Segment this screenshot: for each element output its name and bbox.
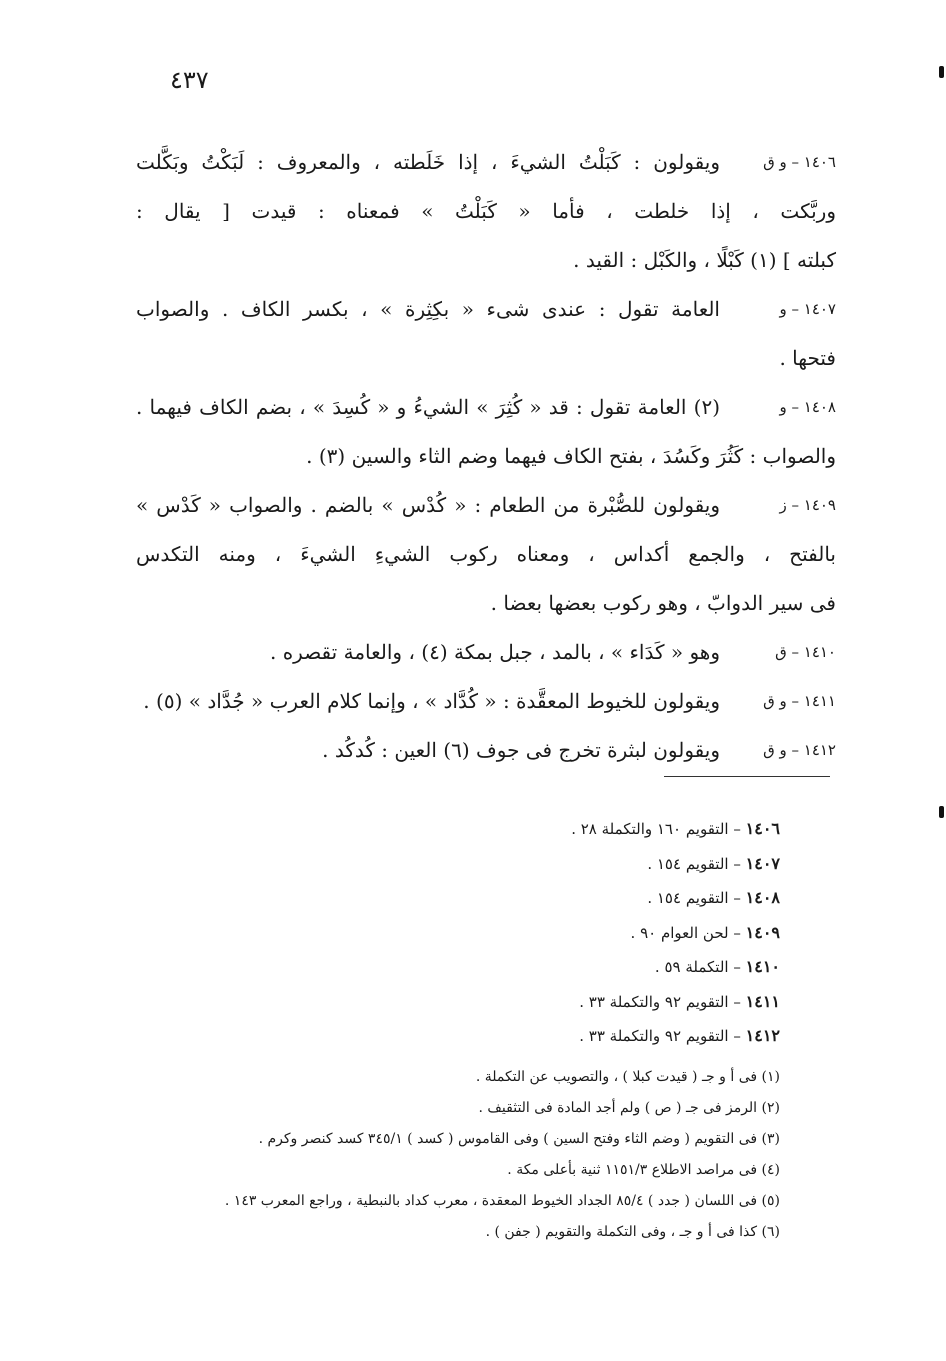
source-number: ١٤٠٦ (745, 819, 780, 838)
entry-line: والصواب : كَثُرَ وكَسُدَ ، بفتح الكاف فيهما وضم الثاء والسين (٣) . (306, 444, 836, 468)
source-item (260, 1019, 780, 1054)
entry-line: ويقولون للصُّبْرة من الطعام : « كُدْس » بالضم . والصواب « كَدْس » (136, 493, 720, 517)
entry-line: وربَّكت ، إذا خلطت ، فأما « كَبَلْتُ » فمعناه : قيدت [ يقال : (136, 199, 836, 223)
entry-number: ١٤١٠ – ق (775, 643, 836, 661)
entry-line: ويقولون للخيوط المعقَّدة : « كُدَّاد » ، وإنما كلام العرب « جُدَّاد » (٥) . (143, 689, 720, 713)
entry-number: ١٤١١ – و ق (763, 692, 836, 710)
source-text: – التقويم ٩٢ والتكملة ٣٣ . (579, 1027, 741, 1045)
source-item (260, 985, 780, 1020)
source-text: – التكملة ٥٩ . (654, 958, 741, 976)
entry-number: ١٤٠٩ – ز (779, 496, 836, 514)
source-number: ١٤٠٨ (745, 888, 780, 907)
source-item (260, 812, 780, 847)
source-number: ١٤١٢ (745, 1026, 780, 1045)
footnote: (٤) فى مراصد الاطلاع ١١٥١/٣ ثنية بأعلى مكة . (507, 1162, 780, 1178)
entry-number: ١٤٠٧ – و (779, 300, 836, 318)
entries (136, 138, 836, 775)
source-text: – لحن العوام ٩٠ . (630, 923, 741, 942)
footnote: (٦) كذا فى أ و جـ ، وفى التكملة والتقويم ( جفن ) . (485, 1224, 780, 1240)
entry (136, 383, 836, 481)
source-item (260, 950, 780, 985)
source-text: – التقويم ١٥٤ . (647, 854, 741, 873)
entry-line: كبلته ] (١) كَبْلًا ، والكَبْل : القيد . (573, 248, 836, 272)
source-text: – التقويم ٩٢ والتكملة ٣٣ . (579, 992, 741, 1011)
footnote: (٣) فى التقويم ( وضم الثاء وفتح السين ) وفى القاموس ( كسد ) ٣٤٥/١ كسد كنصر وكرم . (258, 1131, 780, 1147)
source-item (260, 847, 780, 882)
entry-line: ويقولون : كَبَلْتُ الشيءَ ، إذا خَلَطته ، والمعروف : لَبَكْتُ وبَكَّلت (136, 150, 720, 174)
entry-line: فتحها . (779, 346, 836, 370)
source-number: ١٤٠٩ (745, 922, 780, 942)
entry-number: ١٤٠٦ – و ق (763, 153, 836, 171)
margin-mark (939, 806, 944, 818)
entry (136, 677, 836, 726)
source-item (260, 916, 780, 951)
entry-line: وهو « كَدَاء » ، بالمد ، جبل بمكة (٤) ، والعامة تقصره . (269, 640, 720, 664)
source-item (260, 881, 780, 916)
entry-line: بالفتح ، والجمع أكداس ، ومعناه ركوب الشيءِ الشيءَ ، ومنه التكدس (136, 542, 836, 566)
source-text: – التقويم ١٦٠ والتكملة ٢٨ . (571, 820, 741, 838)
entry-line: ويقولون لبثرة تخرج فى جوف (٦) العين : كُدكُد . (322, 738, 720, 762)
source-number: ١٤٠٧ (745, 853, 780, 873)
entry (136, 285, 836, 383)
entry-line: العامة تقول : عندى شىء « بكِثِرة » ، بكسر الكاف . والصواب (136, 297, 720, 321)
entry (136, 726, 836, 775)
source-number: ١٤١١ (745, 991, 780, 1011)
entry (136, 481, 836, 628)
footnote: (٥) فى اللسان ( جدد ) ٨٥/٤ الجداد الخيوط المعقدة ، معرب كداد بالنبطية ، وراجع المعرب ١٤٣ . (224, 1193, 780, 1209)
entry-line: (٢) العامة تقول : قد « كُثِرَ » الشيءُ و « كُسِدَ » ، بضم الكاف فيهما . (136, 395, 720, 419)
entry (136, 138, 836, 285)
entry (136, 628, 836, 677)
footnote: (١) فى أ و جـ ( قيدت كبلا ) ، والتصويب عن التكملة . (475, 1069, 780, 1085)
sources-list (260, 812, 780, 1054)
source-text: – التقويم ١٥٤ . (647, 889, 741, 907)
page-number: ٤٣٧ (170, 66, 209, 94)
entry-number: ١٤٠٨ – و (779, 398, 836, 416)
footnote-separator (664, 776, 830, 777)
entry-line: فى سير الدوابّ ، وهو ركوب بعضها بعضا . (490, 591, 836, 615)
entry-number: ١٤١٢ – و ق (763, 741, 836, 759)
margin-mark (939, 66, 944, 78)
footnote: (٢) الرمز فى جـ ( ص ) ولم أجد المادة فى التثقيف . (478, 1100, 780, 1116)
footnotes-list (100, 1062, 780, 1248)
source-number: ١٤١٠ (745, 957, 780, 976)
